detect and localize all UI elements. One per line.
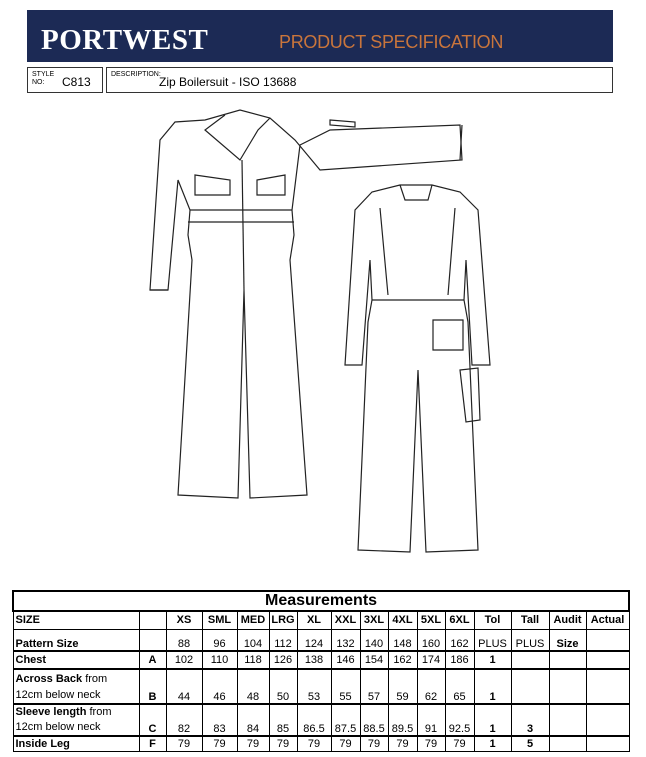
table-cell: 6XL — [445, 611, 474, 629]
table-cell: F — [139, 736, 166, 751]
description-label: DESCRIPTION: — [111, 71, 161, 78]
table-cell: 1 — [474, 651, 511, 669]
table-cell: XS — [166, 611, 202, 629]
table-cell: 3XL — [360, 611, 388, 629]
table-cell: 79 — [166, 736, 202, 751]
table-cell: 79 — [360, 736, 388, 751]
table-cell: Audit — [549, 611, 586, 629]
table-cell: 48 — [237, 669, 269, 704]
table-cell: XL — [297, 611, 331, 629]
table-cell: 44 — [166, 669, 202, 704]
table-cell: 86.5 — [297, 704, 331, 736]
table-cell: 79 — [388, 736, 417, 751]
back-view — [345, 185, 490, 552]
table-cell: 85 — [269, 704, 297, 736]
table-cell: 1 — [474, 736, 511, 751]
table-cell — [586, 704, 629, 736]
sleeve-length-row — [13, 704, 629, 736]
across-back-row — [13, 669, 629, 704]
table-cell: B — [139, 669, 166, 704]
table-cell: 160 — [417, 629, 445, 651]
table-cell: 3 — [511, 704, 549, 736]
table-cell: 148 — [388, 629, 417, 651]
table-cell — [586, 669, 629, 704]
table-cell: 79 — [237, 736, 269, 751]
table-cell: 50 — [269, 669, 297, 704]
table-cell: 112 — [269, 629, 297, 651]
table-cell: Pattern Size — [13, 629, 139, 651]
table-cell — [586, 651, 629, 669]
table-cell: Inside Leg — [13, 736, 139, 751]
table-cell: 104 — [237, 629, 269, 651]
table-cell: 1 — [474, 704, 511, 736]
table-cell: Tol — [474, 611, 511, 629]
description-text: Zip Boilersuit - ISO 13688 — [159, 75, 297, 89]
table-cell: 83 — [202, 704, 237, 736]
table-cell: C — [139, 704, 166, 736]
table-cell: MED — [237, 611, 269, 629]
table-cell: 84 — [237, 704, 269, 736]
table-cell: Tall — [511, 611, 549, 629]
table-cell: 53 — [297, 669, 331, 704]
table-cell: 146 — [331, 651, 360, 669]
info-bar — [27, 67, 613, 93]
table-cell: 174 — [417, 651, 445, 669]
pattern-row — [13, 629, 629, 651]
table-cell: PLUS — [511, 629, 549, 651]
table-title: Measurements — [13, 591, 629, 611]
style-label-no: NO: — [32, 79, 45, 86]
table-cell: LRG — [269, 611, 297, 629]
inside-leg-row — [13, 736, 629, 751]
table-cell: 138 — [297, 651, 331, 669]
table-cell — [586, 629, 629, 651]
chest-row — [13, 651, 629, 669]
table-cell: 65 — [445, 669, 474, 704]
row-label: Across Back from 12cm below neck — [13, 669, 139, 704]
table-cell: 62 — [417, 669, 445, 704]
table-cell: 5XL — [417, 611, 445, 629]
table-cell: 89.5 — [388, 704, 417, 736]
table-cell: 46 — [202, 669, 237, 704]
table-cell — [511, 651, 549, 669]
table-cell: Chest — [13, 651, 139, 669]
table-cell — [139, 611, 166, 629]
table-cell: 92.5 — [445, 704, 474, 736]
table-cell: 140 — [360, 629, 388, 651]
table-cell: PLUS — [474, 629, 511, 651]
table-cell: A — [139, 651, 166, 669]
table-cell — [511, 669, 549, 704]
table-cell — [549, 651, 586, 669]
table-cell: 79 — [297, 736, 331, 751]
style-label: STYLE — [32, 71, 55, 78]
table-cell: 79 — [417, 736, 445, 751]
header-banner — [27, 10, 613, 62]
measurements-table — [12, 590, 630, 752]
table-cell: 88 — [166, 629, 202, 651]
table-cell: 186 — [445, 651, 474, 669]
table-cell — [586, 736, 629, 751]
description-box — [106, 67, 613, 93]
table-cell: 1 — [474, 669, 511, 704]
table-cell: 79 — [331, 736, 360, 751]
page-title: PRODUCT SPECIFICATION — [279, 32, 504, 52]
table-cell: SIZE — [13, 611, 139, 629]
table-cell: 162 — [445, 629, 474, 651]
table-cell: 118 — [237, 651, 269, 669]
table-cell: 154 — [360, 651, 388, 669]
table-cell: XXL — [331, 611, 360, 629]
table-cell: 102 — [166, 651, 202, 669]
table-cell: 110 — [202, 651, 237, 669]
table-cell: Size — [549, 629, 586, 651]
table-cell: 87.5 — [331, 704, 360, 736]
table-cell: 91 — [417, 704, 445, 736]
table-cell: 55 — [331, 669, 360, 704]
style-box — [27, 67, 103, 93]
table-cell: 79 — [202, 736, 237, 751]
table-cell: 79 — [445, 736, 474, 751]
size-row — [13, 611, 629, 629]
brand-logo: PORTWEST — [41, 24, 209, 56]
table-cell: 132 — [331, 629, 360, 651]
table-cell: 59 — [388, 669, 417, 704]
table-cell: 162 — [388, 651, 417, 669]
table-cell: 126 — [269, 651, 297, 669]
table-cell: 88.5 — [360, 704, 388, 736]
table-cell: Actual — [586, 611, 629, 629]
table-cell: 96 — [202, 629, 237, 651]
table-cell: 4XL — [388, 611, 417, 629]
table-cell — [139, 629, 166, 651]
table-cell: SML — [202, 611, 237, 629]
table-cell: 79 — [269, 736, 297, 751]
table-cell: 57 — [360, 669, 388, 704]
table-cell: 5 — [511, 736, 549, 751]
table-cell — [549, 736, 586, 751]
style-number: C813 — [62, 75, 91, 89]
table-cell: 82 — [166, 704, 202, 736]
garment-drawing — [0, 100, 646, 580]
table-cell — [549, 704, 586, 736]
table-cell: 124 — [297, 629, 331, 651]
table-cell — [549, 669, 586, 704]
row-label: Sleeve length from 12cm below neck — [13, 704, 139, 736]
